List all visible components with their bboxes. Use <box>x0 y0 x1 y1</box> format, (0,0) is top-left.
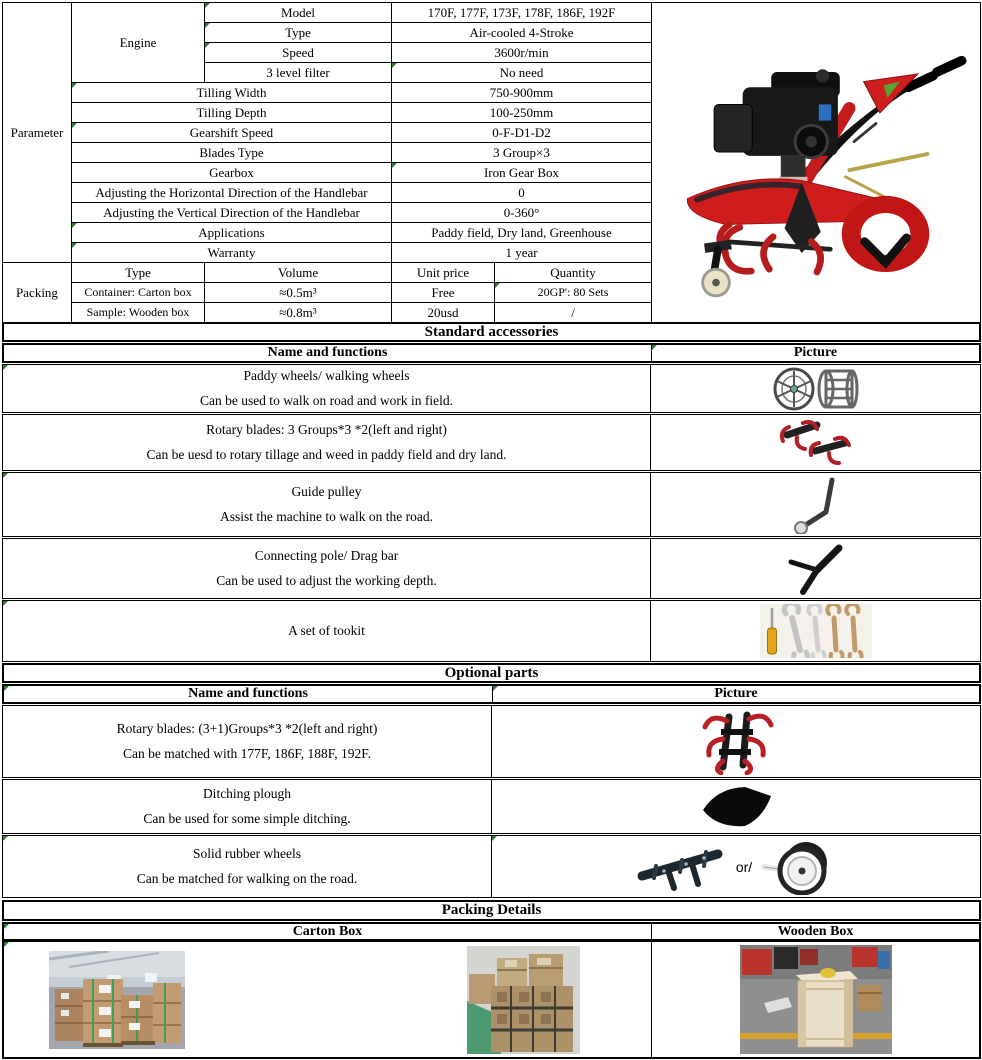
optional-name: Solid rubber wheels <box>193 846 301 861</box>
accessory-name: Rotary blades: 3 Groups*3 *2(left and right) <box>206 422 447 437</box>
param-engine-name: 3 level filter <box>204 62 392 83</box>
optional-name: Ditching plough <box>202 786 292 801</box>
accessory-row <box>2 472 981 537</box>
accessory-desc: Can be uesd to rotary tillage and weed in paddy field and dry land. <box>146 447 507 462</box>
optional-parts-header <box>2 684 981 704</box>
accessory-name: Connecting pole/ Drag bar <box>254 548 399 563</box>
accessory-row <box>2 364 981 413</box>
accessory-desc: Can be used to adjust the working depth. <box>216 573 437 588</box>
param-value: Iron Gear Box <box>391 162 652 183</box>
drag-bar-icon <box>651 539 980 598</box>
paddy-wheels-icon <box>651 365 980 412</box>
param-engine-value: No need <box>391 62 652 83</box>
optional-row <box>2 705 981 778</box>
optional-row <box>2 835 981 898</box>
guide-pulley-icon <box>651 473 980 536</box>
param-name: Gearshift Speed <box>71 122 392 143</box>
param-value: Paddy field, Dry land, Greenhouse <box>391 222 652 243</box>
optional-name: Rotary blades: (3+1)Groups*3 *2(left and right) <box>116 721 378 736</box>
param-value: 750-900mm <box>391 82 652 103</box>
param-name: Blades Type <box>71 142 392 163</box>
column-header-carton-box: Carton Box <box>4 924 652 939</box>
accessory-row <box>2 600 981 662</box>
optional-desc: Can be used for some simple ditching. <box>143 811 351 826</box>
standard-accessories-header <box>2 343 981 363</box>
packing-details-photos <box>2 940 981 1059</box>
wooden-box-photo <box>740 945 892 1054</box>
column-header-wooden-box: Wooden Box <box>777 923 854 939</box>
tiller-machine-image <box>658 13 974 313</box>
packing-cell: ≈0.5m³ <box>204 282 392 303</box>
solid-rubber-wheels-picture <box>492 836 980 897</box>
packing-details-header <box>2 922 981 941</box>
param-engine-name: Type <box>204 22 392 43</box>
optional-row <box>2 779 981 834</box>
param-value: 1 year <box>391 242 652 263</box>
tine-axle-icon <box>634 842 730 892</box>
column-header-name: Name and functions <box>4 345 652 361</box>
or-separator: or/ <box>735 858 753 875</box>
packing-cell: Free <box>391 282 495 303</box>
packing-header-unit-price: Unit price <box>391 262 495 283</box>
accessory-row <box>2 414 981 471</box>
accessory-desc: Can be used to walk on road and work in field. <box>199 393 454 408</box>
accessory-name: Guide pulley <box>291 484 362 499</box>
packing-cell: 20usd <box>427 304 459 320</box>
param-name: Gearbox <box>71 162 392 183</box>
param-name: Warranty <box>71 242 392 263</box>
carton-box-photo-2 <box>467 946 580 1054</box>
rotary-blades-3plus1-icon <box>492 706 980 777</box>
param-name: Adjusting the Horizontal Direction of the Handlebar <box>71 182 392 203</box>
parameter-section-label: Parameter <box>2 2 72 263</box>
column-header-picture: Picture <box>493 686 979 702</box>
param-name: Adjusting the Vertical Direction of the Handlebar <box>71 202 392 223</box>
column-header-picture: Picture <box>652 345 979 361</box>
param-engine-name: Model <box>204 2 392 23</box>
optional-desc: Can be matched for walking on the road. <box>136 871 358 886</box>
param-engine-value: 3600r/min <box>391 42 652 63</box>
param-engine-value: 170F, 177F, 173F, 178F, 186F, 192F <box>391 2 652 23</box>
product-image-cell <box>651 2 981 323</box>
param-value: 0 <box>391 182 652 203</box>
packing-cell: ≈0.8m³ <box>204 302 392 323</box>
rotary-blades-icon <box>651 415 980 470</box>
accessory-name: A set of tookit <box>288 623 365 638</box>
packing-cell: / <box>494 302 652 323</box>
engine-label: Engine <box>71 2 205 83</box>
packing-details-title: Packing Details <box>2 900 981 921</box>
optional-parts-title: Optional parts <box>2 663 981 683</box>
param-value: 0-F-D1-D2 <box>391 122 652 143</box>
param-engine-value: Air-cooled 4-Stroke <box>391 22 652 43</box>
param-name: Applications <box>71 222 392 243</box>
carton-box-photo-1 <box>49 951 185 1049</box>
param-value: 100-250mm <box>391 102 652 123</box>
standard-accessories-title: Standard accessories <box>2 322 981 342</box>
packing-cell: 20GP': 80 Sets <box>494 282 652 303</box>
packing-cell: Container: Carton box <box>71 282 205 303</box>
rubber-wheel-icon <box>758 839 838 895</box>
param-name: Tilling Width <box>71 82 392 103</box>
accessory-name: Paddy wheels/ walking wheels <box>243 368 410 383</box>
param-value: 0-360° <box>391 202 652 223</box>
packing-section-label: Packing <box>2 262 72 323</box>
param-engine-name: Speed <box>204 42 392 63</box>
accessory-desc: Assist the machine to walk on the road. <box>220 509 433 524</box>
packing-header-volume: Volume <box>204 262 392 283</box>
ditching-plough-icon <box>492 780 980 833</box>
accessory-row <box>2 538 981 599</box>
param-name: Tilling Depth <box>71 102 392 123</box>
toolkit-icon <box>651 601 980 661</box>
packing-cell: Sample: Wooden box <box>71 302 205 323</box>
column-header-name: Name and functions <box>4 686 493 702</box>
packing-header-quantity: Quantity <box>494 262 652 283</box>
optional-desc: Can be matched with 177F, 186F, 188F, 192F. <box>122 746 372 761</box>
packing-header-type: Type <box>71 262 205 283</box>
param-value: 3 Group×3 <box>391 142 652 163</box>
